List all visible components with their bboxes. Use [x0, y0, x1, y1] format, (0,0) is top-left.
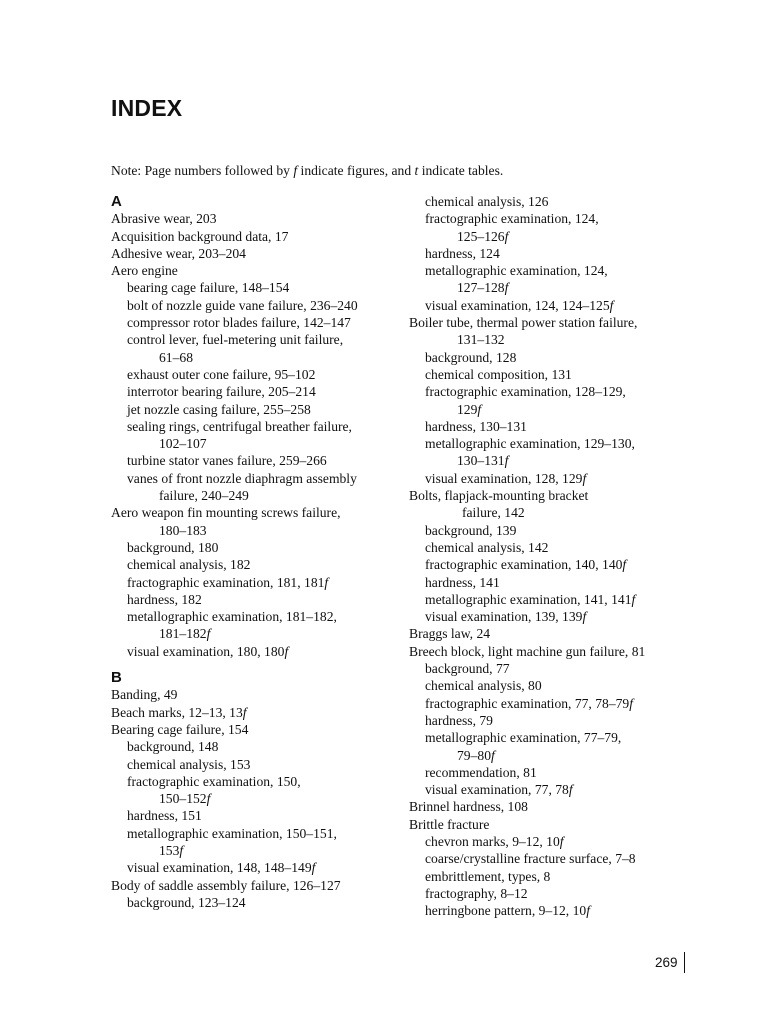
entry-text: fractographic examination, 181, 181	[127, 574, 325, 590]
figure-marker: f	[586, 903, 590, 919]
entry-text: hardness, 182	[127, 591, 202, 607]
index-entry	[111, 245, 396, 262]
entry-text: 180–183	[159, 522, 207, 538]
index-subentry	[409, 470, 699, 487]
entry-text: background, 123–124	[127, 894, 246, 910]
figure-marker: f	[504, 280, 509, 296]
entry-text: 61–68	[159, 349, 193, 365]
index-subentry	[111, 556, 396, 573]
index-entry	[409, 816, 699, 833]
figure-marker: f	[631, 591, 636, 607]
index-subentry	[111, 894, 396, 911]
index-subentry	[409, 383, 699, 400]
index-subentry	[409, 366, 699, 383]
figure-marker: f	[206, 626, 211, 642]
entry-text: Breech block, light machine gun failure, 81	[409, 643, 646, 659]
index-subentry	[409, 868, 699, 885]
figure-marker: f	[622, 557, 627, 573]
index-subentry	[409, 193, 699, 210]
figure-marker: f	[629, 695, 633, 711]
figure-marker: f	[324, 574, 329, 590]
entry-text: background, 180	[127, 539, 219, 555]
entry-text: vanes of front nozzle diaphragm assembly	[127, 470, 357, 486]
index-subentry	[111, 591, 396, 608]
entry-text: chevron marks, 9–12, 10	[425, 833, 560, 849]
index-entry	[111, 262, 396, 279]
entry-text: chemical composition, 131	[425, 366, 572, 382]
index-continuation	[111, 349, 396, 366]
entry-text: fractography, 8–12	[425, 885, 528, 901]
entry-text: 125–126	[457, 228, 505, 244]
section-letter: A	[111, 193, 122, 210]
index-continuation	[111, 487, 396, 504]
figure-marker: f	[311, 860, 316, 876]
figure-marker: f	[477, 401, 482, 417]
entry-text: metallographic examination, 141, 141	[425, 591, 632, 607]
entry-text: metallographic examination, 150–151,	[127, 825, 337, 841]
index-entry	[111, 686, 396, 703]
entry-text: chemical analysis, 182	[127, 557, 251, 573]
entry-text: chemical analysis, 153	[127, 756, 251, 772]
entry-text: visual examination, 124, 124–125	[425, 297, 610, 313]
entry-text: Aero engine	[111, 263, 178, 279]
figure-marker: f	[179, 842, 184, 858]
entry-text: 131–132	[457, 332, 505, 348]
index-subentry	[111, 297, 396, 314]
entry-text: chemical analysis, 126	[425, 194, 549, 209]
entry-text: chemical analysis, 80	[425, 678, 542, 694]
entry-text: hardness, 130–131	[425, 418, 527, 434]
entry-text: 127–128	[457, 280, 505, 296]
index-subentry	[409, 591, 699, 608]
entry-text: metallographic examination, 181–182,	[127, 609, 337, 625]
index-subentry	[111, 539, 396, 556]
index-subentry	[111, 574, 396, 591]
entry-text: visual examination, 139, 139	[425, 609, 583, 625]
index-subentry	[409, 764, 699, 781]
index-subentry	[409, 297, 699, 314]
entry-text: Adhesive wear, 203–204	[111, 245, 246, 261]
entry-text: hardness, 151	[127, 808, 202, 824]
entry-text: fractographic examination, 124,	[425, 211, 599, 227]
index-subentry	[409, 574, 699, 591]
index-continuation	[409, 504, 699, 521]
figure-marker: f	[504, 228, 509, 244]
index-continuation	[111, 842, 396, 859]
figure-marker: f	[242, 704, 247, 720]
entry-text: control lever, fuel-metering unit failure,	[127, 332, 344, 348]
entry-text: background, 148	[127, 739, 219, 755]
index-entry	[409, 314, 699, 331]
entry-text: Bolts, flapjack-mounting bracket	[409, 488, 589, 504]
figure-marker: f	[284, 643, 289, 659]
figure-marker: f	[559, 833, 564, 849]
index-column-left	[111, 193, 396, 911]
entry-text: hardness, 141	[425, 574, 500, 590]
entry-text: metallographic examination, 129–130,	[425, 436, 635, 452]
entry-text: turbine stator vanes failure, 259–266	[127, 453, 327, 469]
index-subentry	[111, 738, 396, 755]
entry-text: fractographic examination, 128–129,	[425, 384, 626, 400]
index-subentry	[111, 756, 396, 773]
section-letter: B	[111, 669, 122, 687]
index-subentry	[111, 401, 396, 418]
entry-text: 150–152	[159, 791, 207, 807]
entry-text: 130–131	[457, 453, 505, 469]
entry-text: visual examination, 180, 180	[127, 643, 285, 659]
index-subentry	[111, 279, 396, 296]
entry-text: Beach marks, 12–13, 13	[111, 704, 243, 720]
index-subentry	[111, 643, 396, 660]
index-continuation	[409, 279, 699, 296]
index-subentry	[409, 349, 699, 366]
note-text-mid: indicate figures, and	[297, 163, 415, 178]
entry-text: bearing cage failure, 148–154	[127, 280, 290, 296]
entry-text: jet nozzle casing failure, 255–258	[127, 401, 311, 417]
entry-text: visual examination, 77, 78	[425, 782, 569, 798]
index-subentry	[111, 470, 396, 487]
note-t-marker: t	[414, 163, 419, 178]
figure-marker: f	[568, 782, 573, 798]
index-continuation	[409, 747, 699, 764]
entry-text: Banding, 49	[111, 687, 178, 703]
entry-text: 79–80	[457, 747, 491, 763]
figure-marker: f	[609, 297, 614, 313]
index-entry	[409, 487, 699, 504]
note-text-pre: Note: Page numbers followed by	[111, 163, 294, 178]
entry-text: interrotor bearing failure, 205–214	[127, 384, 316, 400]
entry-text: embrittlement, types, 8	[425, 868, 551, 884]
index-subentry	[409, 245, 699, 262]
entry-text: coarse/crystalline fracture surface, 7–8	[425, 851, 636, 867]
entry-text: 153	[159, 842, 180, 858]
index-subentry	[409, 660, 699, 677]
index-subentry	[111, 773, 396, 790]
index-subentry	[409, 712, 699, 729]
index-continuation	[409, 331, 699, 348]
figure-marker: f	[206, 791, 211, 807]
entry-text: 129	[457, 401, 478, 417]
entry-text: Acquisition background data, 17	[111, 228, 289, 244]
index-subentry	[111, 331, 396, 348]
index-continuation	[111, 790, 396, 807]
index-subentry	[111, 608, 396, 625]
entry-text: Body of saddle assembly failure, 126–127	[111, 877, 341, 893]
entry-text: chemical analysis, 142	[425, 539, 549, 555]
entry-text: hardness, 124	[425, 245, 500, 261]
entry-text: background, 128	[425, 349, 517, 365]
page-title: INDEX	[111, 95, 183, 121]
entry-text: metallographic examination, 124,	[425, 263, 608, 279]
index-entry	[111, 210, 396, 227]
index-subentry	[409, 435, 699, 452]
entry-text: 181–182	[159, 626, 207, 642]
entry-text: Aero weapon fin mounting screws failure,	[111, 505, 341, 521]
index-entry	[409, 643, 699, 660]
entry-text: Brinnel hardness, 108	[409, 799, 528, 815]
index-subentry	[111, 418, 396, 435]
entry-text: background, 139	[425, 522, 517, 538]
index-entry	[111, 228, 396, 245]
index-subentry	[111, 859, 396, 876]
entry-text: bolt of nozzle guide vane failure, 236–240	[127, 297, 358, 313]
index-subentry	[111, 314, 396, 331]
entry-text: herringbone pattern, 9–12, 10	[425, 903, 587, 919]
page-number: 269	[655, 952, 685, 973]
figure-marker: f	[490, 747, 495, 763]
index-entry	[111, 704, 396, 721]
index-continuation	[409, 401, 699, 418]
index-continuation	[409, 452, 699, 469]
index-subentry	[409, 522, 699, 539]
entry-text: Brittle fracture	[409, 816, 490, 832]
index-subentry	[409, 677, 699, 694]
entry-text: fractographic examination, 77, 78–79	[425, 695, 630, 711]
entry-text: recommendation, 81	[425, 764, 537, 780]
index-subentry	[409, 902, 699, 919]
index-entry	[111, 504, 396, 521]
entry-text: 102–107	[159, 436, 207, 452]
entry-text: Bearing cage failure, 154	[111, 721, 249, 737]
index-subentry	[409, 850, 699, 867]
entry-text: metallographic examination, 77–79,	[425, 730, 622, 746]
figure-marker: f	[504, 453, 509, 469]
index-entry	[409, 798, 699, 815]
index-entry	[111, 721, 396, 738]
entry-text: Abrasive wear, 203	[111, 211, 217, 227]
entry-text: visual examination, 128, 129	[425, 470, 583, 486]
index-subentry	[111, 825, 396, 842]
index-subentry	[409, 262, 699, 279]
entry-text: visual examination, 148, 148–149	[127, 860, 312, 876]
index-subentry	[409, 695, 699, 712]
entry-text: exhaust outer cone failure, 95–102	[127, 366, 316, 382]
index-continuation	[409, 228, 699, 245]
entry-text: fractographic examination, 140, 140	[425, 557, 623, 573]
index-subentry	[409, 418, 699, 435]
entry-text: compressor rotor blades failure, 142–147	[127, 315, 351, 331]
entry-text: failure, 142	[462, 505, 525, 521]
entry-text: background, 77	[425, 661, 510, 677]
entry-text: fractographic examination, 150,	[127, 773, 301, 789]
index-entry	[111, 877, 396, 894]
entry-text: Boiler tube, thermal power station failure,	[409, 315, 638, 331]
index-subentry	[111, 452, 396, 469]
entry-text: failure, 240–249	[159, 488, 249, 504]
note-f-marker: f	[293, 163, 298, 178]
index-subentry	[409, 885, 699, 902]
index-subentry	[409, 781, 699, 798]
index-subentry	[111, 383, 396, 400]
note-text-post: indicate tables.	[418, 163, 504, 178]
index-subentry	[409, 729, 699, 746]
index-subentry	[111, 807, 396, 824]
entry-text: Braggs law, 24	[409, 626, 491, 642]
entry-text: sealing rings, centrifugal breather failure,	[127, 418, 352, 434]
index-subentry	[111, 366, 396, 383]
index-subentry	[409, 608, 699, 625]
index-continuation	[111, 625, 396, 642]
index-subentry	[409, 210, 699, 227]
index-subentry	[409, 833, 699, 850]
figure-marker: f	[582, 470, 587, 486]
index-column-right	[409, 193, 699, 919]
index-subentry	[409, 539, 699, 556]
index-subentry	[409, 556, 699, 573]
figure-marker: f	[582, 609, 587, 625]
entry-text: hardness, 79	[425, 712, 493, 728]
index-continuation	[111, 522, 396, 539]
index-continuation	[111, 435, 396, 452]
index-note	[111, 162, 503, 179]
index-entry	[409, 625, 699, 642]
